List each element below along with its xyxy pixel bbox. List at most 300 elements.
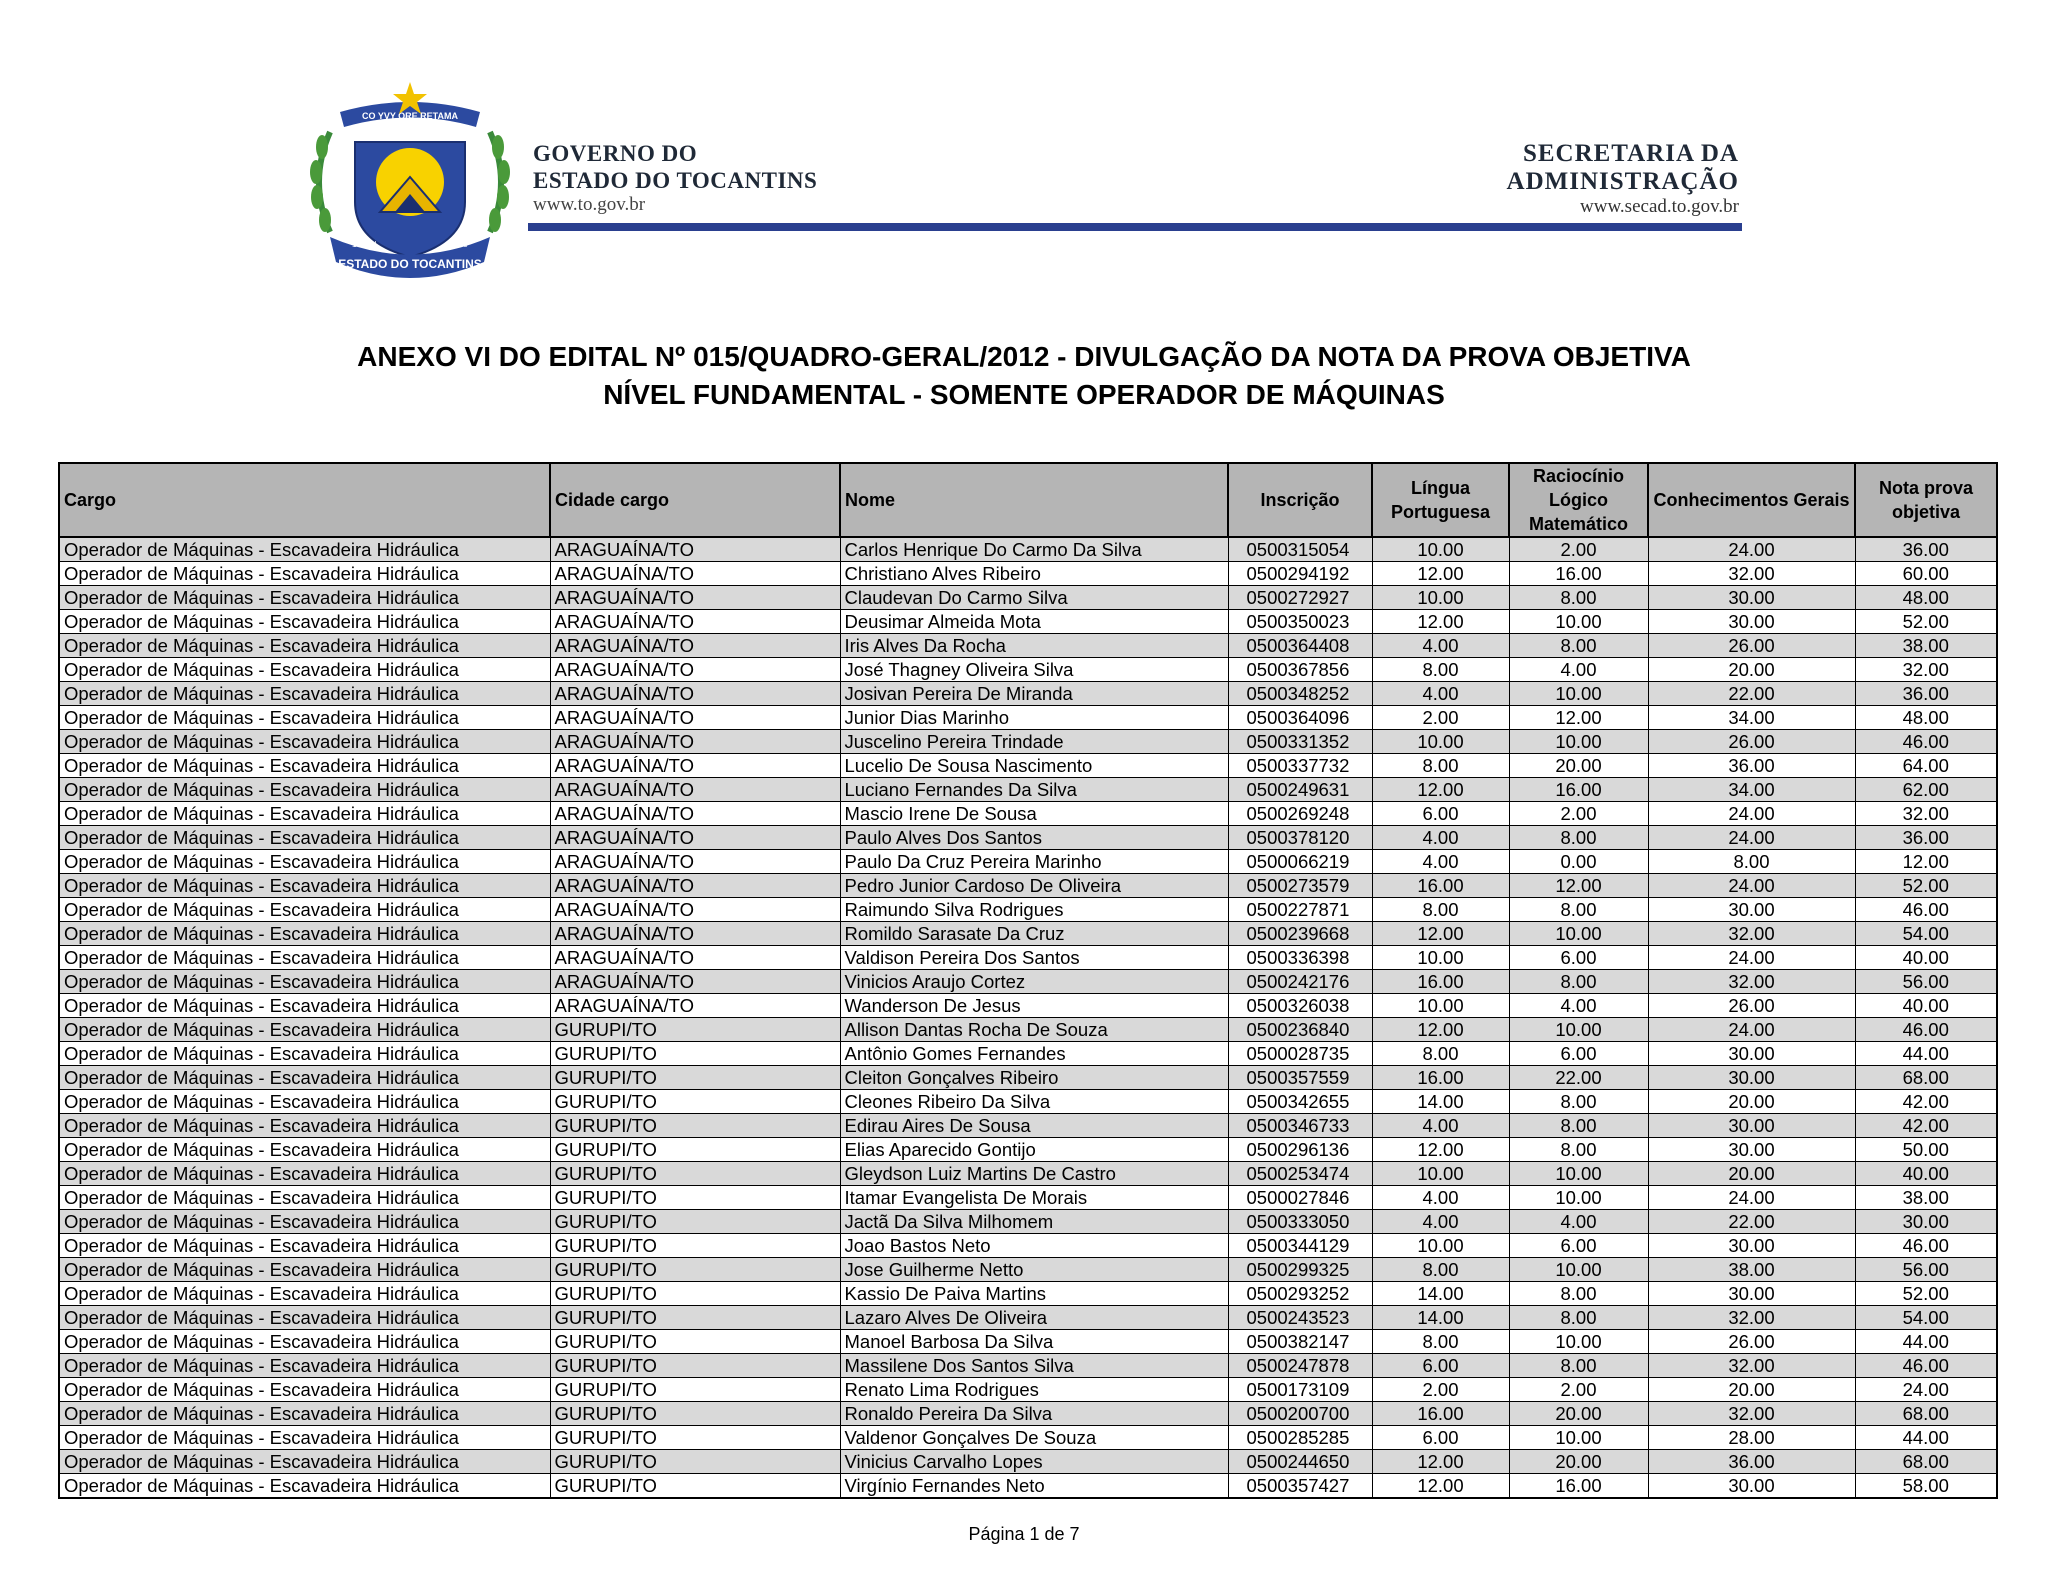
cell-cargo: Operador de Máquinas - Escavadeira Hidráulica — [59, 730, 550, 754]
cell-cargo: Operador de Máquinas - Escavadeira Hidráulica — [59, 1210, 550, 1234]
cell-nome: Raimundo Silva Rodrigues — [840, 898, 1228, 922]
cell-lingua: 8.00 — [1372, 898, 1509, 922]
table-row — [59, 1114, 1997, 1138]
cell-conhecimentos: 34.00 — [1648, 778, 1855, 802]
cell-conhecimentos: 26.00 — [1648, 634, 1855, 658]
table-row — [59, 850, 1997, 874]
table-row — [59, 1306, 1997, 1330]
cell-raciocinio: 16.00 — [1509, 778, 1648, 802]
table-row — [59, 1090, 1997, 1114]
table-row — [59, 1186, 1997, 1210]
cell-lingua: 4.00 — [1372, 826, 1509, 850]
cell-lingua: 4.00 — [1372, 634, 1509, 658]
table-row — [59, 610, 1997, 634]
cell-conhecimentos: 36.00 — [1648, 754, 1855, 778]
cell-conhecimentos: 26.00 — [1648, 994, 1855, 1018]
cell-cidade: GURUPI/TO — [550, 1330, 840, 1354]
cell-inscricao: 0500027846 — [1228, 1186, 1372, 1210]
cell-cidade: ARAGUAÍNA/TO — [550, 826, 840, 850]
cell-nota: 36.00 — [1855, 537, 1997, 562]
cell-lingua: 10.00 — [1372, 730, 1509, 754]
cell-nota: 56.00 — [1855, 970, 1997, 994]
cell-cargo: Operador de Máquinas - Escavadeira Hidráulica — [59, 1186, 550, 1210]
cell-cidade: GURUPI/TO — [550, 1234, 840, 1258]
table-row — [59, 802, 1997, 826]
government-header — [533, 140, 833, 216]
cell-nota: 32.00 — [1855, 802, 1997, 826]
cell-conhecimentos: 30.00 — [1648, 1066, 1855, 1090]
cell-nome: Allison Dantas Rocha De Souza — [840, 1018, 1228, 1042]
table-row — [59, 922, 1997, 946]
cell-conhecimentos: 32.00 — [1648, 1402, 1855, 1426]
cell-nome: Valdison Pereira Dos Santos — [840, 946, 1228, 970]
cell-cidade: ARAGUAÍNA/TO — [550, 802, 840, 826]
cell-nome: Kassio De Paiva Martins — [840, 1282, 1228, 1306]
table-row — [59, 586, 1997, 610]
table-row — [59, 1234, 1997, 1258]
col-header-nota: Nota prova objetiva — [1855, 463, 1997, 537]
cell-nota: 38.00 — [1855, 1186, 1997, 1210]
cell-inscricao: 0500253474 — [1228, 1162, 1372, 1186]
cell-cargo: Operador de Máquinas - Escavadeira Hidráulica — [59, 826, 550, 850]
cell-cargo: Operador de Máquinas - Escavadeira Hidráulica — [59, 1042, 550, 1066]
cell-conhecimentos: 36.00 — [1648, 1450, 1855, 1474]
page-number: Página 1 de 7 — [968, 1524, 1080, 1544]
cell-nome: Jose Guilherme Netto — [840, 1258, 1228, 1282]
cell-nome: Deusimar Almeida Mota — [840, 610, 1228, 634]
table-row — [59, 874, 1997, 898]
cell-nome: Mascio Irene De Sousa — [840, 802, 1228, 826]
cell-inscricao: 0500285285 — [1228, 1426, 1372, 1450]
cell-conhecimentos: 22.00 — [1648, 1210, 1855, 1234]
cell-cidade: ARAGUAÍNA/TO — [550, 778, 840, 802]
cell-nome: Junior Dias Marinho — [840, 706, 1228, 730]
cell-nome: José Thagney Oliveira Silva — [840, 658, 1228, 682]
col-header-cidade: Cidade cargo — [550, 463, 840, 537]
cell-conhecimentos: 30.00 — [1648, 1234, 1855, 1258]
cell-nota: 68.00 — [1855, 1450, 1997, 1474]
cell-lingua: 8.00 — [1372, 754, 1509, 778]
cell-inscricao: 0500294192 — [1228, 562, 1372, 586]
cell-lingua: 4.00 — [1372, 682, 1509, 706]
cell-inscricao: 0500357427 — [1228, 1474, 1372, 1499]
cell-nome: Elias Aparecido Gontijo — [840, 1138, 1228, 1162]
cell-nome: Christiano Alves Ribeiro — [840, 562, 1228, 586]
cell-conhecimentos: 24.00 — [1648, 946, 1855, 970]
cell-cidade: GURUPI/TO — [550, 1450, 840, 1474]
cell-raciocinio: 16.00 — [1509, 1474, 1648, 1499]
cell-inscricao: 0500333050 — [1228, 1210, 1372, 1234]
cell-raciocinio: 16.00 — [1509, 562, 1648, 586]
cell-nota: 54.00 — [1855, 922, 1997, 946]
table-row — [59, 1402, 1997, 1426]
cell-conhecimentos: 26.00 — [1648, 730, 1855, 754]
table-row — [59, 970, 1997, 994]
cell-nota: 36.00 — [1855, 682, 1997, 706]
cell-nome: Lucelio De Sousa Nascimento — [840, 754, 1228, 778]
cell-nome: Claudevan Do Carmo Silva — [840, 586, 1228, 610]
cell-inscricao: 0500244650 — [1228, 1450, 1372, 1474]
cell-nota: 36.00 — [1855, 826, 1997, 850]
cell-raciocinio: 10.00 — [1509, 610, 1648, 634]
col-header-cargo: Cargo — [59, 463, 550, 537]
table-row — [59, 1042, 1997, 1066]
cell-raciocinio: 12.00 — [1509, 706, 1648, 730]
cell-raciocinio: 10.00 — [1509, 1258, 1648, 1282]
cell-raciocinio: 8.00 — [1509, 634, 1648, 658]
cell-cargo: Operador de Máquinas - Escavadeira Hidráulica — [59, 1474, 550, 1499]
cell-inscricao: 0500382147 — [1228, 1330, 1372, 1354]
table-header-row — [59, 463, 1997, 537]
cell-inscricao: 0500342655 — [1228, 1090, 1372, 1114]
cell-conhecimentos: 32.00 — [1648, 970, 1855, 994]
cell-inscricao: 0500331352 — [1228, 730, 1372, 754]
cell-conhecimentos: 24.00 — [1648, 537, 1855, 562]
cell-nota: 42.00 — [1855, 1090, 1997, 1114]
cell-cidade: GURUPI/TO — [550, 1354, 840, 1378]
cell-cidade: GURUPI/TO — [550, 1114, 840, 1138]
cell-cidade: ARAGUAÍNA/TO — [550, 970, 840, 994]
results-table — [58, 462, 1998, 1499]
cell-lingua: 12.00 — [1372, 1450, 1509, 1474]
cell-inscricao: 0500348252 — [1228, 682, 1372, 706]
cell-conhecimentos: 24.00 — [1648, 802, 1855, 826]
cell-cargo: Operador de Máquinas - Escavadeira Hidráulica — [59, 634, 550, 658]
cell-cidade: ARAGUAÍNA/TO — [550, 730, 840, 754]
cell-raciocinio: 20.00 — [1509, 1450, 1648, 1474]
cell-cidade: ARAGUAÍNA/TO — [550, 634, 840, 658]
cell-cidade: ARAGUAÍNA/TO — [550, 922, 840, 946]
cell-cidade: GURUPI/TO — [550, 1162, 840, 1186]
cell-nome: Jactã Da Silva Milhomem — [840, 1210, 1228, 1234]
cell-inscricao: 0500299325 — [1228, 1258, 1372, 1282]
cell-raciocinio: 12.00 — [1509, 874, 1648, 898]
cell-nome: Vinicius Carvalho Lopes — [840, 1450, 1228, 1474]
cell-raciocinio: 8.00 — [1509, 1306, 1648, 1330]
table-row — [59, 994, 1997, 1018]
cell-conhecimentos: 24.00 — [1648, 1018, 1855, 1042]
cell-inscricao: 0500367856 — [1228, 658, 1372, 682]
emblem-date-left: 1º JAN — [352, 240, 377, 249]
cell-nome: Ronaldo Pereira Da Silva — [840, 1402, 1228, 1426]
cell-lingua: 8.00 — [1372, 1258, 1509, 1282]
cell-cidade: ARAGUAÍNA/TO — [550, 850, 840, 874]
cell-cidade: ARAGUAÍNA/TO — [550, 586, 840, 610]
cell-cargo: Operador de Máquinas - Escavadeira Hidráulica — [59, 1162, 550, 1186]
cell-inscricao: 0500344129 — [1228, 1234, 1372, 1258]
cell-raciocinio: 22.00 — [1509, 1066, 1648, 1090]
cell-raciocinio: 8.00 — [1509, 1090, 1648, 1114]
cell-cidade: GURUPI/TO — [550, 1042, 840, 1066]
cell-lingua: 14.00 — [1372, 1090, 1509, 1114]
cell-lingua: 12.00 — [1372, 610, 1509, 634]
cell-nota: 38.00 — [1855, 634, 1997, 658]
cell-cargo: Operador de Máquinas - Escavadeira Hidráulica — [59, 1282, 550, 1306]
table-row — [59, 778, 1997, 802]
table-row — [59, 1378, 1997, 1402]
cell-nota: 24.00 — [1855, 1378, 1997, 1402]
cell-nota: 32.00 — [1855, 658, 1997, 682]
cell-nota: 54.00 — [1855, 1306, 1997, 1330]
cell-inscricao: 0500293252 — [1228, 1282, 1372, 1306]
cell-lingua: 10.00 — [1372, 1234, 1509, 1258]
cell-conhecimentos: 38.00 — [1648, 1258, 1855, 1282]
cell-raciocinio: 4.00 — [1509, 658, 1648, 682]
cell-inscricao: 0500337732 — [1228, 754, 1372, 778]
cell-lingua: 16.00 — [1372, 874, 1509, 898]
table-row — [59, 898, 1997, 922]
cell-cargo: Operador de Máquinas - Escavadeira Hidráulica — [59, 537, 550, 562]
cell-lingua: 10.00 — [1372, 946, 1509, 970]
sec-line-2: ADMINISTRAÇÃO — [1506, 168, 1739, 195]
cell-raciocinio: 8.00 — [1509, 970, 1648, 994]
cell-lingua: 12.00 — [1372, 778, 1509, 802]
table-row — [59, 1354, 1997, 1378]
cell-lingua: 10.00 — [1372, 994, 1509, 1018]
cell-conhecimentos: 30.00 — [1648, 610, 1855, 634]
cell-lingua: 12.00 — [1372, 1138, 1509, 1162]
page-title-line-2: NÍVEL FUNDAMENTAL - SOMENTE OPERADOR DE MÁQUINAS — [603, 379, 1445, 410]
cell-cargo: Operador de Máquinas - Escavadeira Hidráulica — [59, 586, 550, 610]
cell-cidade: GURUPI/TO — [550, 1138, 840, 1162]
cell-nome: Romildo Sarasate Da Cruz — [840, 922, 1228, 946]
cell-nome: Valdenor Gonçalves De Souza — [840, 1426, 1228, 1450]
cell-conhecimentos: 32.00 — [1648, 1354, 1855, 1378]
cell-cidade: ARAGUAÍNA/TO — [550, 610, 840, 634]
cell-nota: 46.00 — [1855, 1018, 1997, 1042]
cell-cargo: Operador de Máquinas - Escavadeira Hidráulica — [59, 850, 550, 874]
header-divider — [528, 223, 1742, 231]
cell-raciocinio: 10.00 — [1509, 1018, 1648, 1042]
cell-lingua: 8.00 — [1372, 1042, 1509, 1066]
cell-cidade: ARAGUAÍNA/TO — [550, 682, 840, 706]
table-body — [59, 537, 1997, 1498]
cell-cargo: Operador de Máquinas - Escavadeira Hidráulica — [59, 682, 550, 706]
table-row — [59, 634, 1997, 658]
cell-lingua: 10.00 — [1372, 586, 1509, 610]
cell-nota: 12.00 — [1855, 850, 1997, 874]
cell-nome: Cleiton Gonçalves Ribeiro — [840, 1066, 1228, 1090]
cell-nota: 40.00 — [1855, 1162, 1997, 1186]
gov-line-1: GOVERNO DO — [533, 141, 698, 166]
cell-raciocinio: 6.00 — [1509, 1234, 1648, 1258]
secretariat-header — [1419, 140, 1739, 218]
cell-conhecimentos: 32.00 — [1648, 1306, 1855, 1330]
cell-conhecimentos: 30.00 — [1648, 1042, 1855, 1066]
cell-inscricao: 0500236840 — [1228, 1018, 1372, 1042]
cell-nome: Josivan Pereira De Miranda — [840, 682, 1228, 706]
cell-inscricao: 0500173109 — [1228, 1378, 1372, 1402]
table-row — [59, 1210, 1997, 1234]
table-row — [59, 1138, 1997, 1162]
cell-cidade: ARAGUAÍNA/TO — [550, 994, 840, 1018]
cell-cidade: ARAGUAÍNA/TO — [550, 754, 840, 778]
cell-lingua: 2.00 — [1372, 1378, 1509, 1402]
cell-inscricao: 0500243523 — [1228, 1306, 1372, 1330]
cell-nota: 44.00 — [1855, 1042, 1997, 1066]
table-row — [59, 537, 1997, 562]
table-row — [59, 730, 1997, 754]
cell-nome: Paulo Alves Dos Santos — [840, 826, 1228, 850]
cell-raciocinio: 8.00 — [1509, 898, 1648, 922]
cell-cidade: GURUPI/TO — [550, 1474, 840, 1499]
cell-nome: Gleydson Luiz Martins De Castro — [840, 1162, 1228, 1186]
cell-lingua: 16.00 — [1372, 970, 1509, 994]
cell-nota: 68.00 — [1855, 1402, 1997, 1426]
cell-nota: 68.00 — [1855, 1066, 1997, 1090]
cell-raciocinio: 4.00 — [1509, 994, 1648, 1018]
state-emblem-logo — [300, 72, 520, 292]
cell-cargo: Operador de Máquinas - Escavadeira Hidráulica — [59, 994, 550, 1018]
cell-inscricao: 0500296136 — [1228, 1138, 1372, 1162]
cell-lingua: 4.00 — [1372, 850, 1509, 874]
cell-lingua: 6.00 — [1372, 1426, 1509, 1450]
col-header-conhecimentos: Conhecimentos Gerais — [1648, 463, 1855, 537]
table-row — [59, 1330, 1997, 1354]
cell-conhecimentos: 28.00 — [1648, 1426, 1855, 1450]
cell-nome: Pedro Junior Cardoso De Oliveira — [840, 874, 1228, 898]
cell-nota: 52.00 — [1855, 610, 1997, 634]
cell-cidade: GURUPI/TO — [550, 1258, 840, 1282]
cell-raciocinio: 8.00 — [1509, 1354, 1648, 1378]
cell-raciocinio: 8.00 — [1509, 1282, 1648, 1306]
cell-lingua: 8.00 — [1372, 658, 1509, 682]
cell-nota: 52.00 — [1855, 1282, 1997, 1306]
cell-raciocinio: 10.00 — [1509, 922, 1648, 946]
cell-nome: Virgínio Fernandes Neto — [840, 1474, 1228, 1499]
cell-raciocinio: 10.00 — [1509, 1186, 1648, 1210]
cell-conhecimentos: 26.00 — [1648, 1330, 1855, 1354]
table-row — [59, 946, 1997, 970]
cell-cargo: Operador de Máquinas - Escavadeira Hidráulica — [59, 1354, 550, 1378]
cell-inscricao: 0500273579 — [1228, 874, 1372, 898]
cell-nota: 44.00 — [1855, 1426, 1997, 1450]
cell-cargo: Operador de Máquinas - Escavadeira Hidráulica — [59, 658, 550, 682]
cell-nota: 48.00 — [1855, 706, 1997, 730]
cell-cargo: Operador de Máquinas - Escavadeira Hidráulica — [59, 1450, 550, 1474]
cell-inscricao: 0500269248 — [1228, 802, 1372, 826]
cell-nota: 46.00 — [1855, 1234, 1997, 1258]
cell-cidade: ARAGUAÍNA/TO — [550, 946, 840, 970]
gov-url: www.to.gov.br — [533, 194, 646, 215]
cell-conhecimentos: 34.00 — [1648, 706, 1855, 730]
cell-inscricao: 0500249631 — [1228, 778, 1372, 802]
cell-nome: Cleones Ribeiro Da Silva — [840, 1090, 1228, 1114]
cell-nome: Itamar Evangelista De Morais — [840, 1186, 1228, 1210]
cell-cidade: GURUPI/TO — [550, 1018, 840, 1042]
cell-raciocinio: 6.00 — [1509, 946, 1648, 970]
table-row — [59, 1258, 1997, 1282]
cell-nota: 58.00 — [1855, 1474, 1997, 1499]
cell-lingua: 10.00 — [1372, 1162, 1509, 1186]
table-row — [59, 1426, 1997, 1450]
cell-cargo: Operador de Máquinas - Escavadeira Hidráulica — [59, 898, 550, 922]
cell-raciocinio: 4.00 — [1509, 1210, 1648, 1234]
cell-nome: Lazaro Alves De Oliveira — [840, 1306, 1228, 1330]
cell-raciocinio: 20.00 — [1509, 754, 1648, 778]
cell-nota: 40.00 — [1855, 994, 1997, 1018]
cell-conhecimentos: 30.00 — [1648, 898, 1855, 922]
cell-lingua: 12.00 — [1372, 1474, 1509, 1499]
table-row — [59, 706, 1997, 730]
cell-cidade: GURUPI/TO — [550, 1378, 840, 1402]
cell-nota: 56.00 — [1855, 1258, 1997, 1282]
cell-conhecimentos: 30.00 — [1648, 1474, 1855, 1499]
cell-lingua: 4.00 — [1372, 1210, 1509, 1234]
cell-nome: Iris Alves Da Rocha — [840, 634, 1228, 658]
cell-nota: 50.00 — [1855, 1138, 1997, 1162]
cell-raciocinio: 8.00 — [1509, 1114, 1648, 1138]
cell-nota: 52.00 — [1855, 874, 1997, 898]
cell-raciocinio: 8.00 — [1509, 586, 1648, 610]
cell-conhecimentos: 32.00 — [1648, 922, 1855, 946]
cell-inscricao: 0500272927 — [1228, 586, 1372, 610]
cell-cidade: GURUPI/TO — [550, 1186, 840, 1210]
cell-nome: Massilene Dos Santos Silva — [840, 1354, 1228, 1378]
cell-inscricao: 0500364408 — [1228, 634, 1372, 658]
cell-nota: 46.00 — [1855, 1354, 1997, 1378]
cell-raciocinio: 8.00 — [1509, 826, 1648, 850]
cell-inscricao: 0500066219 — [1228, 850, 1372, 874]
cell-lingua: 10.00 — [1372, 537, 1509, 562]
col-header-nome: Nome — [840, 463, 1228, 537]
cell-inscricao: 0500346733 — [1228, 1114, 1372, 1138]
cell-raciocinio: 20.00 — [1509, 1402, 1648, 1426]
cell-inscricao: 0500315054 — [1228, 537, 1372, 562]
cell-cidade: ARAGUAÍNA/TO — [550, 898, 840, 922]
cell-conhecimentos: 30.00 — [1648, 586, 1855, 610]
cell-cargo: Operador de Máquinas - Escavadeira Hidráulica — [59, 706, 550, 730]
table-row — [59, 562, 1997, 586]
cell-conhecimentos: 20.00 — [1648, 1162, 1855, 1186]
cell-raciocinio: 0.00 — [1509, 850, 1648, 874]
table-row — [59, 658, 1997, 682]
cell-inscricao: 0500336398 — [1228, 946, 1372, 970]
table-row — [59, 826, 1997, 850]
page-title-line-1: ANEXO VI DO EDITAL Nº 015/QUADRO-GERAL/2012 - DIVULGAÇÃO DA NOTA DA PROVA OBJETIVA — [357, 341, 1691, 372]
table-row — [59, 682, 1997, 706]
cell-cargo: Operador de Máquinas - Escavadeira Hidráulica — [59, 754, 550, 778]
cell-cargo: Operador de Máquinas - Escavadeira Hidráulica — [59, 562, 550, 586]
cell-inscricao: 0500227871 — [1228, 898, 1372, 922]
cell-inscricao: 0500200700 — [1228, 1402, 1372, 1426]
cell-lingua: 14.00 — [1372, 1282, 1509, 1306]
cell-nota: 30.00 — [1855, 1210, 1997, 1234]
cell-cargo: Operador de Máquinas - Escavadeira Hidráulica — [59, 970, 550, 994]
cell-nota: 48.00 — [1855, 586, 1997, 610]
cell-cargo: Operador de Máquinas - Escavadeira Hidráulica — [59, 874, 550, 898]
cell-inscricao: 0500326038 — [1228, 994, 1372, 1018]
cell-cargo: Operador de Máquinas - Escavadeira Hidráulica — [59, 946, 550, 970]
col-header-inscricao: Inscrição — [1228, 463, 1372, 537]
cell-cidade: GURUPI/TO — [550, 1426, 840, 1450]
cell-raciocinio: 10.00 — [1509, 1330, 1648, 1354]
cell-cargo: Operador de Máquinas - Escavadeira Hidráulica — [59, 610, 550, 634]
cell-cargo: Operador de Máquinas - Escavadeira Hidráulica — [59, 1402, 550, 1426]
cell-cidade: ARAGUAÍNA/TO — [550, 706, 840, 730]
cell-cidade: ARAGUAÍNA/TO — [550, 658, 840, 682]
cell-conhecimentos: 22.00 — [1648, 682, 1855, 706]
cell-conhecimentos: 24.00 — [1648, 1186, 1855, 1210]
cell-cargo: Operador de Máquinas - Escavadeira Hidráulica — [59, 1306, 550, 1330]
cell-inscricao: 0500242176 — [1228, 970, 1372, 994]
gov-line-2: ESTADO DO TOCANTINS — [533, 168, 818, 193]
table-row — [59, 1282, 1997, 1306]
cell-raciocinio: 10.00 — [1509, 1162, 1648, 1186]
emblem-banner: ESTADO DO TOCANTINS — [338, 257, 482, 271]
cell-conhecimentos: 20.00 — [1648, 1090, 1855, 1114]
cell-inscricao: 0500239668 — [1228, 922, 1372, 946]
